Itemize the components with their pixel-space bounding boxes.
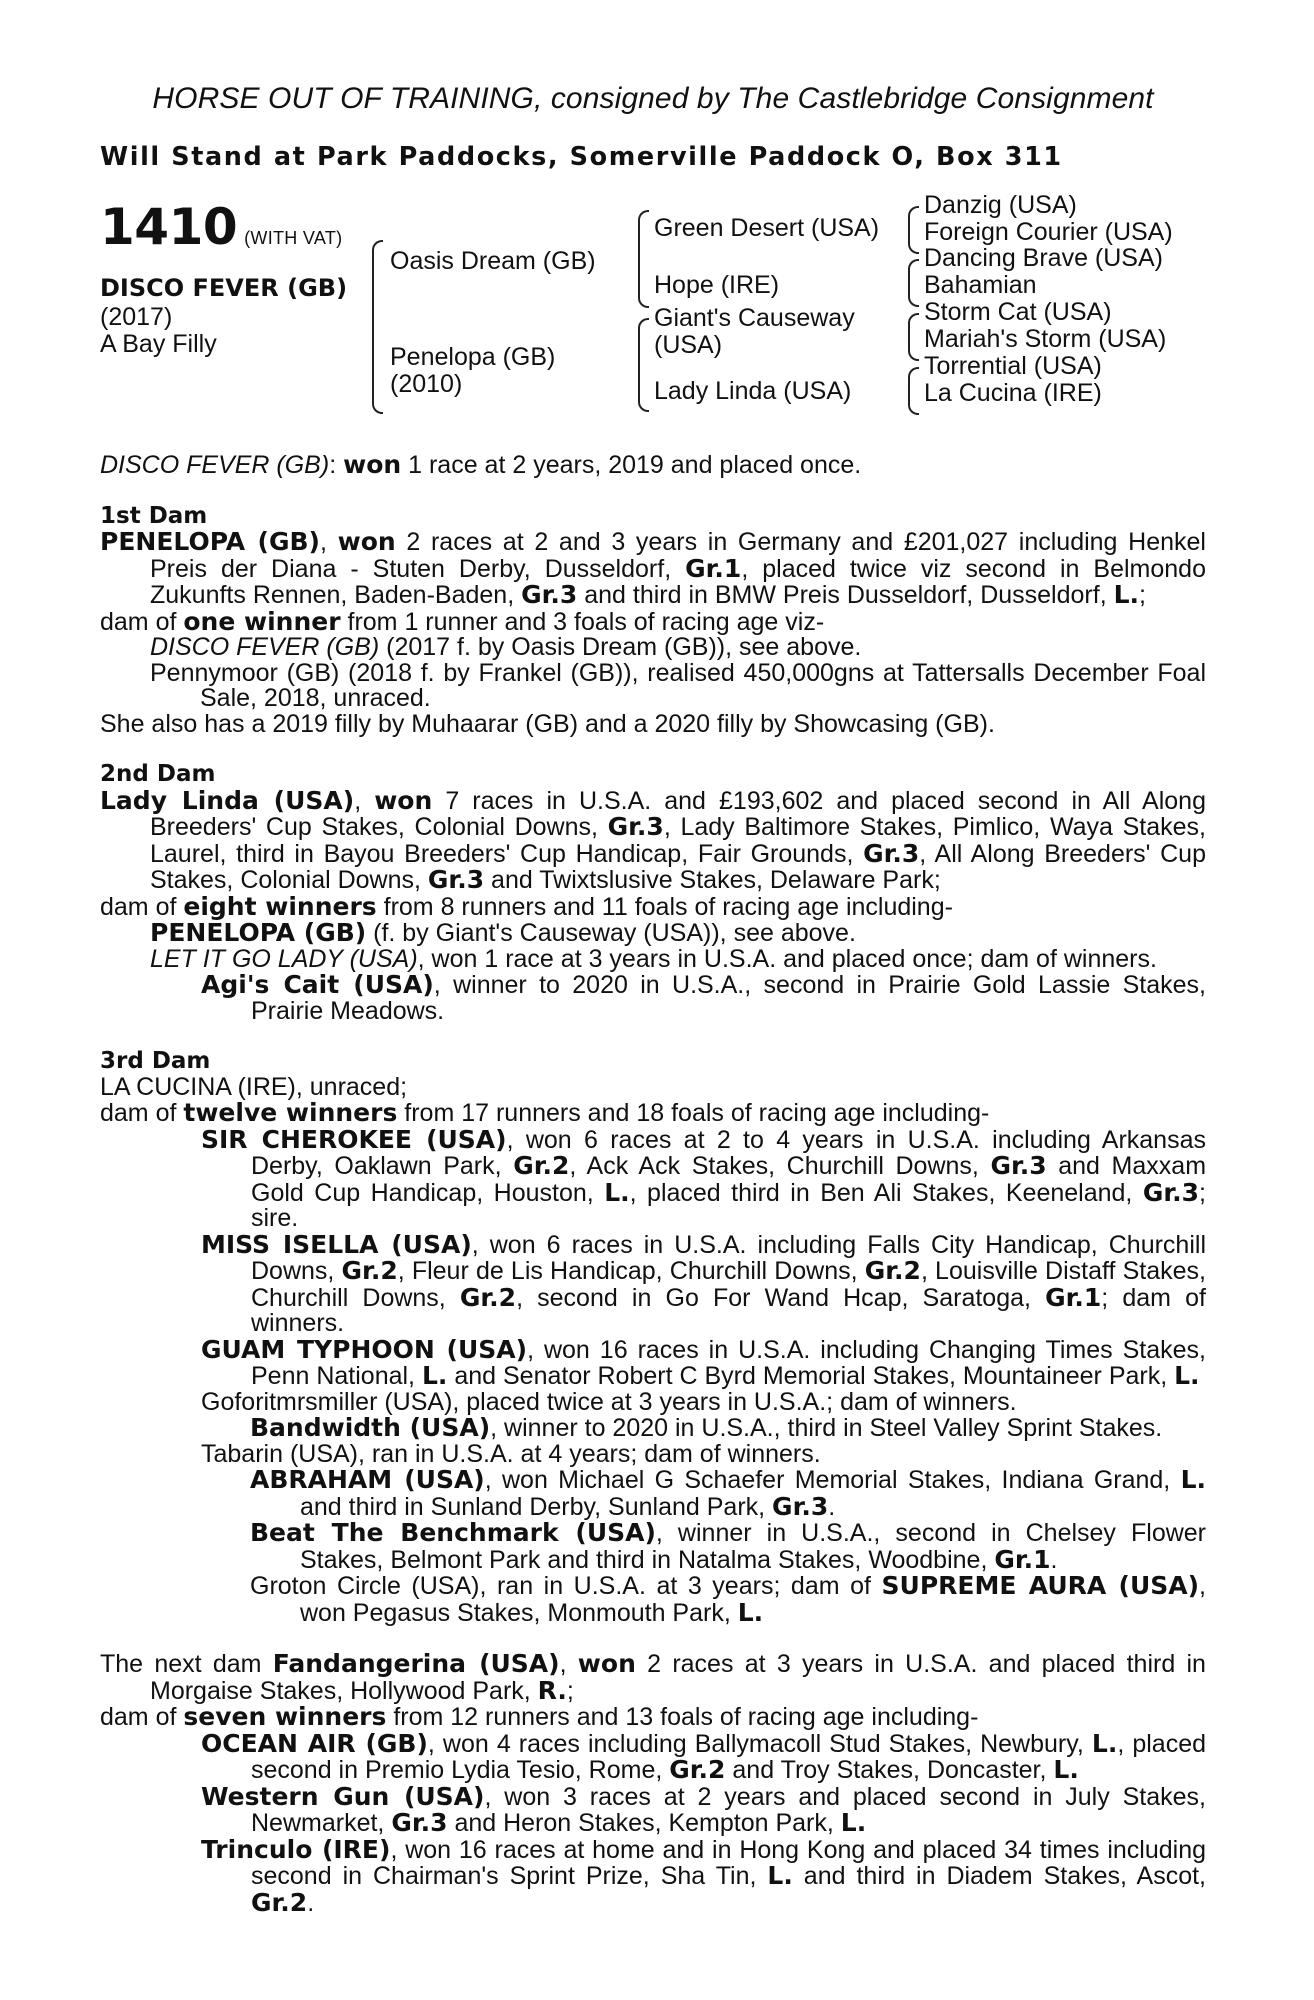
horse-description: A Bay Filly — [100, 330, 217, 358]
section-heading-3rd-dam: 3rd Dam — [100, 1048, 211, 1074]
section-heading-2nd-dam: 2nd Dam — [100, 761, 216, 787]
produce-item: Beat The Benchmark (USA), winner in U.S.A., second in Chelsey Flower Stakes, Belmont Park and third in Natalma Stakes, Woodbine, Gr.1. — [250, 1518, 1207, 1574]
ggp-2: Foreign Courier (USA) — [924, 218, 1173, 246]
produce-item: Agi's Cait (USA), winner to 2020 in U.S.A., second in Prairie Gold Lassie Stakes, Prairie Meadows. — [201, 970, 1206, 1025]
pedigree-brace — [908, 313, 919, 361]
ggp-8: La Cucina (IRE) — [924, 379, 1102, 407]
produce-item: Western Gun (USA), won 3 races at 2 years and placed second in July Stakes, Newmarket, Gr.3 and Heron Stakes, Kempton Park, L. — [201, 1781, 1206, 1837]
ggp-6: Mariah's Storm (USA) — [924, 325, 1167, 353]
dam-dam: Lady Linda (USA) — [654, 377, 852, 405]
race-summary: DISCO FEVER (GB): won 1 race at 2 years, 2019 and placed once. — [100, 450, 862, 479]
catalogue-text — [100, 452, 1206, 1916]
sire-dam: Hope (IRE) — [654, 271, 780, 299]
next-dam-record: The next dam Fandangerina (USA), won 2 races at 3 years in U.S.A. and placed third in Morgaise Stakes, Hollywood Park, R.; — [100, 1649, 1206, 1705]
produce-item: SIR CHEROKEE (USA), won 6 races at 2 to 4 years in U.S.A. including Arkansas Derby, Oaklawn Park, Gr.2, Ack Ack Stakes, Churchill Downs, Gr.3 and Maxxam Gold Cup Handicap, Houston, L., placed third in Ben Ali Stakes, Keeneland, Gr.3; sire. — [201, 1124, 1207, 1232]
produce-item: Trinculo (IRE), won 16 races at home and in Hong Kong and placed 34 times including second in Chairman's Sprint Prize, Sha Tin, L. and third in Diadem Stakes, Ascot, Gr.2. — [201, 1834, 1206, 1917]
pedigree-brace — [638, 274, 649, 308]
stand-location: Will Stand at Park Paddocks, Somerville Paddock O, Box 311 — [100, 142, 1063, 172]
first-dam-note: She also has a 2019 filly by Muhaarar (GB) and a 2020 filly by Showcasing (GB). — [100, 709, 995, 738]
ggp-1: Danzig (USA) — [924, 191, 1077, 219]
first-dam-produce: dam of one winner from 1 runner and 3 foals of racing age viz- — [100, 606, 825, 636]
third-dam-produce: dam of twelve winners from 17 runners and 18 foals of racing age including- — [100, 1098, 990, 1127]
pedigree-brace — [372, 338, 383, 414]
produce-item: Goforitmrsmiller (USA), placed twice at 3 years in U.S.A.; dam of winners. — [201, 1387, 1017, 1416]
produce-item: ABRAHAM (USA), won Michael G Schaefer Memorial Stakes, Indiana Grand, L. and third in Sunland Derby, Sunland Park, Gr.3. — [250, 1465, 1206, 1521]
produce-item: PENELOPA (GB) (f. by Giant's Causeway (USA)), see above. — [150, 918, 856, 947]
produce-item: Pennymoor (GB) (2018 f. by Frankel (GB)), realised 450,000gns at Tattersalls December Foal Sale, 2018, unraced. — [150, 658, 1206, 712]
horse-year: (2017) — [100, 303, 173, 331]
produce-item: GUAM TYPHOON (USA), won 16 races in U.S.A. including Changing Times Stakes, Penn National, L. and Senator Robert C Byrd Memorial Stakes, Mountaineer Park, L. — [201, 1334, 1206, 1390]
sire-sire: Green Desert (USA) — [654, 214, 880, 242]
pedigree-brace — [372, 240, 383, 340]
horse-name: DISCO FEVER (GB) — [100, 274, 348, 302]
page-header: HORSE OUT OF TRAINING, consigned by The Castlebridge Consignment — [152, 82, 1154, 115]
sire: Oasis Dream (GB) — [390, 247, 596, 275]
dam-year: (2010) — [390, 370, 463, 398]
produce-item: LET IT GO LADY (USA), won 1 race at 3 years in U.S.A. and placed once; dam of winners. — [150, 944, 1157, 973]
ggp-4: Bahamian — [924, 271, 1037, 299]
produce-item: OCEAN AIR (GB), won 4 races including Ballymacoll Stud Stakes, Newbury, L., placed second in Premio Lydia Tesio, Rome, Gr.2 and Troy Stakes, Doncaster, L. — [201, 1728, 1206, 1784]
pedigree-brace — [638, 378, 649, 412]
pedigree-brace — [908, 206, 919, 254]
ggp-7: Torrential (USA) — [924, 352, 1102, 380]
dam: Penelopa (GB) — [390, 343, 556, 371]
pedigree-brace — [908, 259, 919, 307]
produce-item: Tabarin (USA), ran in U.S.A. at 4 years; dam of winners. — [201, 1439, 821, 1468]
first-dam-record: PENELOPA (GB), won 2 races at 2 and 3 years in Germany and £201,027 including Henkel Preis der Diana - Stuten Derby, Dusseldorf, Gr.1, placed twice viz second in Belmondo Zukunfts Rennen, Baden-Baden, Gr.3 and third in BMW Preis Dusseldorf, Dusseldorf, L.; — [100, 527, 1206, 609]
pedigree-brace — [908, 367, 919, 415]
catalogue-page — [100, 82, 1206, 1916]
ggp-3: Dancing Brave (USA) — [924, 244, 1163, 272]
produce-item: MISS ISELLA (USA), won 6 races in U.S.A. including Falls City Handicap, Churchill Downs, Gr.2, Fleur de Lis Handicap, Churchill Downs, Gr.2, Louisville Distaff Stakes, Churchill Downs, Gr.2, second in Go For Wand Hcap, Saratoga, Gr.1; dam of winners. — [201, 1229, 1206, 1337]
pedigree-table — [100, 191, 1206, 438]
second-dam-produce: dam of eight winners from 8 runners and 11 foals of racing age including- — [100, 891, 953, 921]
dam-sire-country: (USA) — [654, 331, 723, 359]
second-dam-record: Lady Linda (USA), won 7 races in U.S.A. and £193,602 and placed second in All Along Breeders' Cup Stakes, Colonial Downs, Gr.3, Lady Baltimore Stakes, Pimlico, Waya Stakes, Laurel, third in Bayou Breeders' Cup Handicap, Fair Grounds, Gr.3, All Along Breeders' Cup Stakes, Colonial Downs, Gr.3 and Twixtslusive Stakes, Delaware Park; — [100, 785, 1206, 894]
ggp-5: Storm Cat (USA) — [924, 298, 1112, 326]
section-heading-1st-dam: 1st Dam — [100, 502, 208, 529]
vat-label: (WITH VAT) — [244, 228, 343, 248]
next-dam-produce: dam of seven winners from 12 runners and 13 foals of racing age including- — [100, 1702, 979, 1731]
produce-item: Bandwidth (USA), winner to 2020 in U.S.A., third in Steel Valley Sprint Stakes. — [250, 1413, 1163, 1442]
third-dam-record: LA CUCINA (IRE), unraced; — [100, 1072, 408, 1101]
produce-item: Groton Circle (USA), ran in U.S.A. at 3 years; dam of SUPREME AURA (USA), won Pegasus Stakes, Monmouth Park, L. — [250, 1571, 1206, 1627]
pedigree-brace — [638, 210, 649, 276]
produce-item: DISCO FEVER (GB) (2017 f. by Oasis Dream (GB)), see above. — [150, 633, 862, 661]
lot-number: 1410 — [100, 198, 238, 256]
pedigree-brace — [638, 318, 649, 380]
dam-sire: Giant's Causeway — [654, 304, 855, 332]
